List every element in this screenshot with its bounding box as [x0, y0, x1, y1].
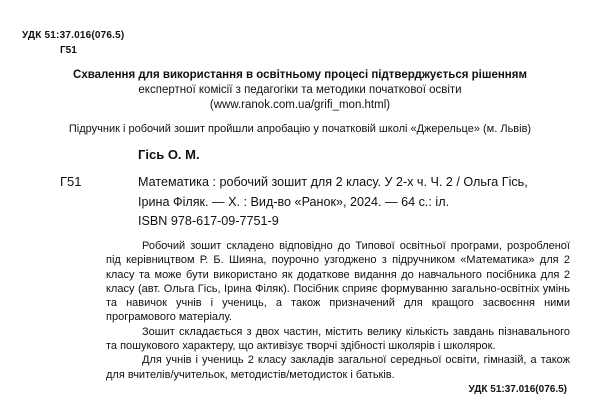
- isbn: ISBN 978-617-09-7751-9: [138, 214, 279, 228]
- author-heading: Гісь О. М.: [138, 147, 200, 162]
- bibliographic-entry: [138, 172, 528, 212]
- approval-block: [0, 68, 600, 113]
- classification-code-top: Г51: [60, 45, 77, 56]
- approval-line-1: Схвалення для використання в освітньому процесі підтверджується рішенням: [73, 69, 527, 81]
- bib-line-2: Ірина Філяк. — Х. : Вид-во «Ранок», 2024. — 64 с.: іл.: [138, 195, 450, 209]
- udk-bottom: УДК 51:37.016(076.5): [468, 384, 567, 395]
- annotation-paragraph-2: Зошит складається з двох частин, містить велику кількість завдань пізнавального та пошукового характеру, що активізує творчі здібності школярів і школярок.: [106, 325, 570, 353]
- approval-line-3: (www.ranok.com.ua/grifi_mon.html): [209, 99, 391, 111]
- bib-line-1: Математика : робочий зошит для 2 класу. У 2-х ч. Ч. 2 / Ольга Гісь,: [138, 175, 528, 189]
- approbation-note: Підручник і робочий зошит пройшли апробацію у початковій школі «Джерельце» (м. Львів): [68, 123, 532, 135]
- approval-line-2: експертної комісії з педагогіки та методики початкової освіти: [138, 84, 462, 96]
- annotation: [106, 239, 570, 382]
- udk-top: УДК 51:37.016(076.5): [22, 30, 125, 41]
- annotation-paragraph-1: Робочий зошит складено відповідно до Типової освітньої програми, розробленої під керівництвом Р. Б. Шияна, поурочно узгоджено з підручником «Математика» для 2 класу та може бути використано як додаткове видання до навчального посібника для 2 класу (авт. Ольга Гісь, Ірина Філяк). Посібник сприяє формуванню загально-освітніх умінь та навичок учнів і учениць, а також призначений для кращого засвоєння ними програмового матеріалу.: [106, 240, 570, 324]
- classification-code: Г51: [60, 174, 82, 189]
- annotation-paragraph-3: Для учнів і учениць 2 класу закладів загальної середньої освіти, гімназій, а також для вчителів/учительок, методистів/методисток і батьків.: [106, 354, 570, 381]
